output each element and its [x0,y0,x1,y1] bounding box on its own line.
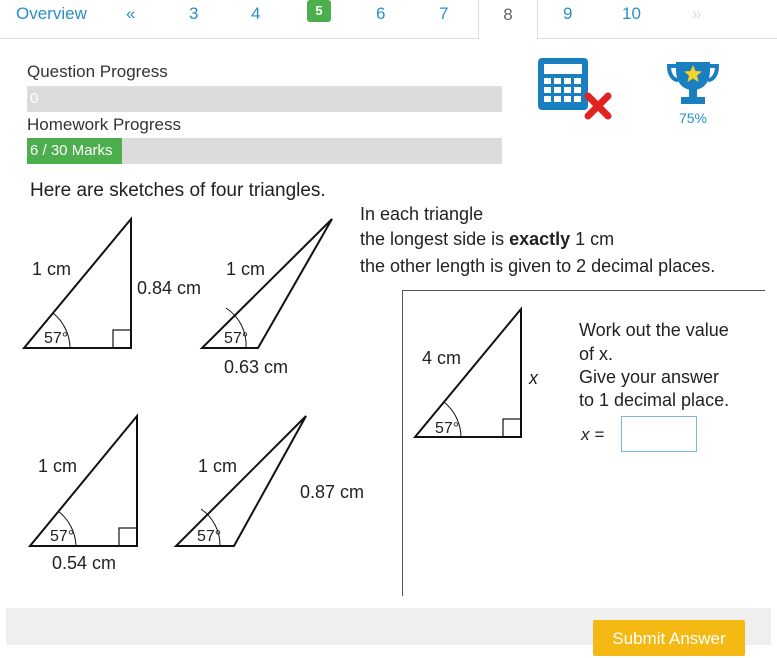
question-progress-label: Question Progress [27,62,168,81]
t3-hypotenuse-label: 1 cm [38,456,78,476]
page-link-10[interactable]: 10 [622,4,641,23]
question-line-2-post: 1 cm [570,229,615,249]
main-triangle-diagram [405,300,575,450]
answer-label: x = [581,425,605,444]
main-side-x-label: x [529,368,538,388]
t3-angle-label: 57° [50,528,75,545]
task-line-2: of x. [579,344,614,364]
page-tab-8-label: 8 [503,5,513,24]
t1-side-label: 0.84 cm [137,278,202,298]
page-tab-8-active[interactable] [478,0,538,40]
main-angle-label: 57° [435,420,460,437]
overview-link[interactable]: Overview [16,4,87,23]
question-line-2-pre: the longest side is [360,229,510,249]
t1-hypotenuse-label: 1 cm [32,259,72,279]
triangle-sketches [0,0,400,600]
score-percent: 75% [678,110,708,126]
answer-input[interactable] [621,416,697,452]
task-line-3: Give your answer [579,367,720,387]
prev-page-link[interactable]: « [126,4,136,23]
page-link-9[interactable]: 9 [563,4,573,23]
page-link-4[interactable]: 4 [251,4,261,23]
submit-answer-button[interactable]: Submit Answer [593,620,745,656]
t2-side-label: 0.63 cm [224,357,289,377]
t2-angle-label: 57° [224,330,249,347]
task-line-1: Work out the value [579,320,729,340]
page-link-7[interactable]: 7 [439,4,449,23]
t3-side-label: 0.54 cm [52,553,117,573]
homework-progress-value: 6 / 30 Marks [30,142,113,159]
page-link-6[interactable]: 6 [376,4,386,23]
task-line-4: to 1 decimal place. [579,390,730,410]
question-progress-value: 0 [30,90,39,107]
t4-hypotenuse-label: 1 cm [198,456,238,476]
question-line-1: In each triangle [360,204,484,224]
page-link-3[interactable]: 3 [189,4,199,23]
t2-hypotenuse-label: 1 cm [226,259,266,279]
question-line-2-bold: exactly [509,229,571,249]
question-intro: Here are sketches of four triangles. [30,180,326,201]
t4-angle-label: 57° [197,528,222,545]
question-line-3: the other length is given to 2 decimal places. [360,256,716,276]
calculator-not-allowed-icon [536,56,612,122]
next-page-link[interactable]: » [692,4,702,23]
page-link-5-current[interactable]: 5 [307,0,331,22]
trophy-icon [666,58,720,108]
t4-side-label: 0.87 cm [300,482,365,502]
main-hypotenuse-label: 4 cm [422,348,462,368]
homework-progress-label: Homework Progress [27,115,181,134]
t1-angle-label: 57° [44,330,69,347]
